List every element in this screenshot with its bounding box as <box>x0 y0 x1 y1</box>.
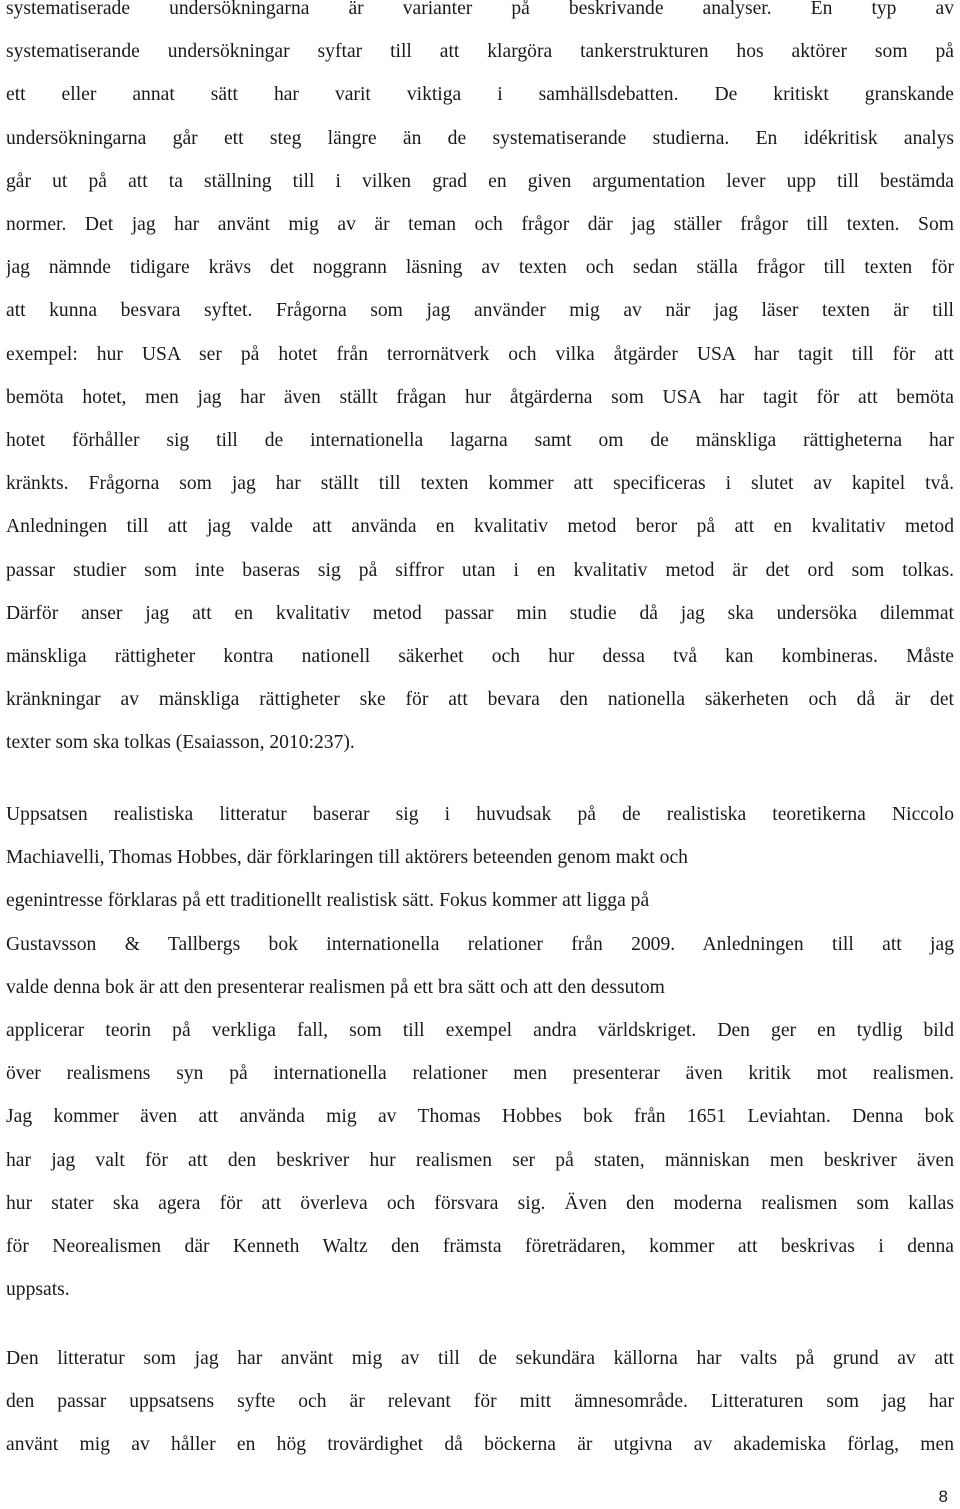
text-line: bemöta hotet, men jag har även ställt frågan hur åtgärderna som USA har tagit för att bemöta <box>6 386 954 408</box>
text-line: den passar uppsatsens syfte och är relevant för mitt ämnesområde. Litteraturen som jag har <box>6 1391 954 1413</box>
text-line: jag nämnde tidigare krävs det noggrann läsning av texten och sedan ställa frågor till texten för <box>6 257 954 279</box>
text-line: texter som ska tolkas (Esaiasson, 2010:237). <box>6 732 355 754</box>
paragraph-literature <box>6 793 954 1311</box>
text-line: Därför anser jag att en kvalitativ metod passar min studie då jag ska undersöka dilemmat <box>6 602 954 624</box>
text-line: systematiserade undersökningarna är varianter på beskrivande analyser. En typ av <box>6 0 954 19</box>
text-line: kränkningar av mänskliga rättigheter ske för att bevara den nationella säkerheten och då är det <box>6 689 954 711</box>
text-line: uppsats. <box>6 1279 70 1301</box>
text-line: Den litteratur som jag har använt mig av till de sekundära källorna har valts på grund av att <box>6 1348 954 1369</box>
text-line: att kunna besvara syftet. Frågorna som jag använder mig av när jag läser texten är till <box>6 300 954 322</box>
text-line: Jag kommer även att använda mig av Thomas Hobbes bok från 1651 Leviahtan. Denna bok <box>6 1106 954 1128</box>
text-line: över realismens syn på internationella relationer men presenterar även kritik mot realismen. <box>6 1063 954 1085</box>
text-line: passar studier som inte baseras sig på siffror utan i en kvalitativ metod är det ord som tolkas. <box>6 559 954 581</box>
text-line: Machiavelli, Thomas Hobbes, där förklaringen till aktörers beteenden genom makt och <box>6 847 688 869</box>
text-line: normer. Det jag har använt mig av är teman och frågor där jag ställer frågor till texten. Som <box>6 214 954 236</box>
text-line: valde denna bok är att den presenterar realismen på ett bra sätt och att den dessutom <box>6 976 665 998</box>
text-line: kränkts. Frågorna som jag har ställt till texten kommer att specificeras i slutet av kapitel två. <box>6 473 954 495</box>
text-line: för Neorealismen där Kenneth Waltz den främsta företrädaren, kommer att beskrivas i denna <box>6 1236 954 1258</box>
text-line: Uppsatsen realistiska litteratur baserar sig i huvudsak på de realistiska teoretikerna Niccolo <box>6 804 954 825</box>
text-line: exempel: hur USA ser på hotet från terrornätverk och vilka åtgärder USA har tagit till för att <box>6 343 954 365</box>
paragraph-method <box>6 0 954 765</box>
text-line: har jag valt för att den beskriver hur realismen ser på staten, människan men beskriver även <box>6 1149 954 1171</box>
text-line: Gustavsson & Tallbergs bok internationella relationer från 2009. Anledningen till att jag <box>6 933 954 955</box>
text-line: hur stater ska agera för att överleva och försvara sig. Även den moderna realismen som kallas <box>6 1192 954 1214</box>
text-line: undersökningarna går ett steg längre än de systematiserande studierna. En idékritisk analys <box>6 127 954 149</box>
document-page <box>6 0 954 1509</box>
text-line: ett eller annat sätt har varit viktiga i samhällsdebatten. De kritiskt granskande <box>6 84 954 106</box>
text-line: går ut på att ta ställning till i vilken grad en given argumentation lever upp till bestämda <box>6 170 954 192</box>
page-number: 8 <box>938 1487 948 1506</box>
text-line: egenintresse förklaras på ett traditionellt realistisk sätt. Fokus kommer att ligga på <box>6 890 650 912</box>
text-line: systematiserande undersökningar syftar till att klargöra tankerstrukturen hos aktörer som på <box>6 41 954 63</box>
text-line: mänskliga rättigheter kontra nationell säkerhet och hur dessa två kan kombineras. Måste <box>6 646 954 668</box>
text-line: applicerar teorin på verkliga fall, som till exempel andra världskriget. Den ger en tydlig bild <box>6 1020 954 1042</box>
text-line: Anledningen till att jag valde att använda en kvalitativ metod beror på att en kvalitativ metod <box>6 516 954 538</box>
paragraph-sources <box>6 1337 954 1467</box>
text-line: hotet förhåller sig till de internationella lagarna samt om de mänskliga rättigheterna har <box>6 430 954 452</box>
text-line: använt mig av håller en hög trovärdighet då böckerna är utgivna av akademiska förlag, men <box>6 1434 954 1456</box>
